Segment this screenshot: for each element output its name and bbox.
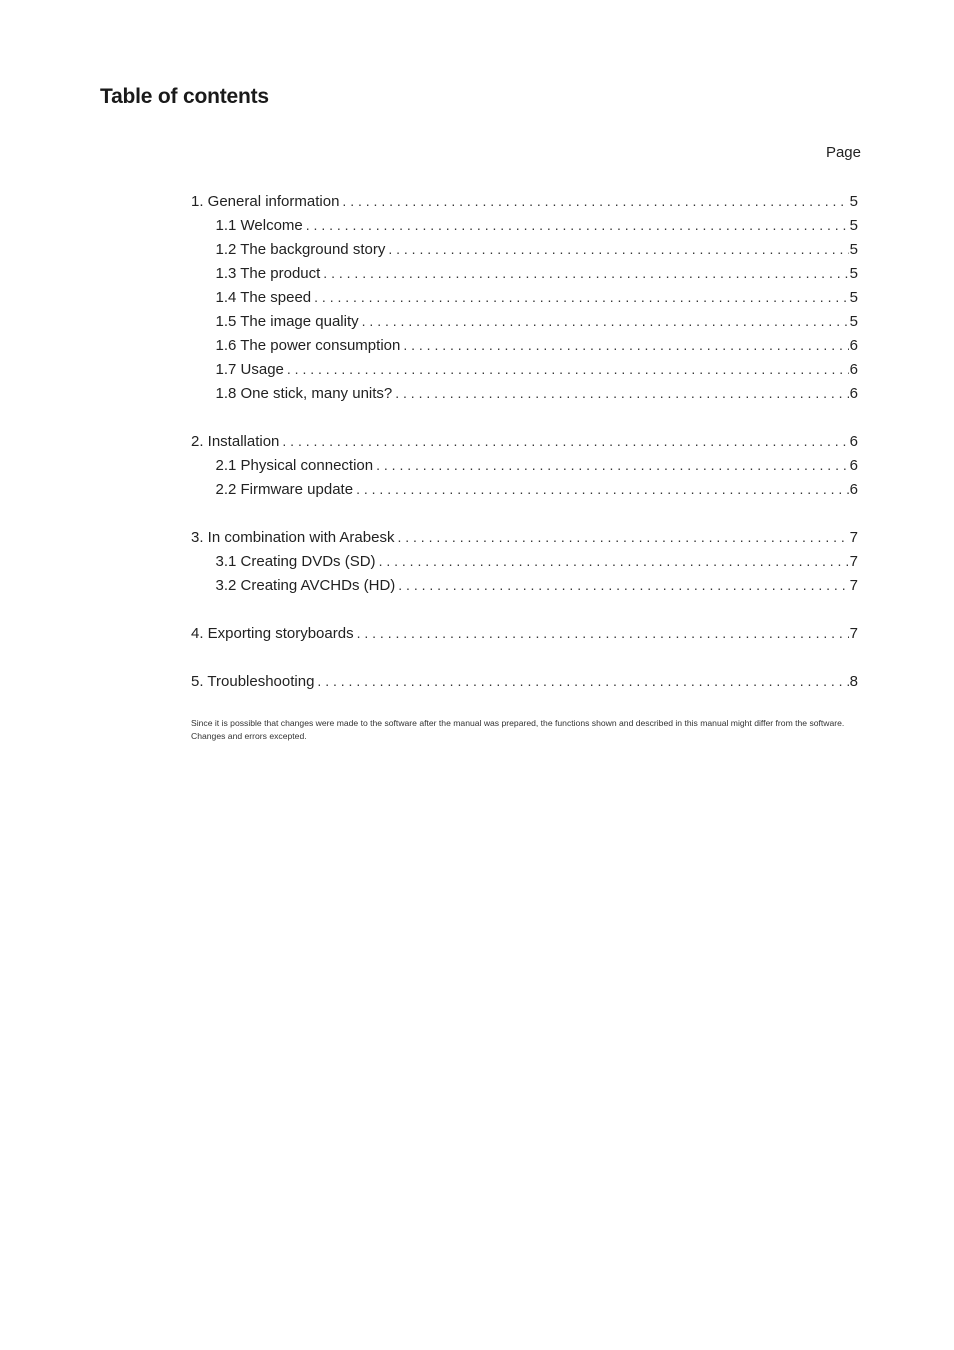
toc-dot-leader	[376, 453, 849, 477]
toc-entry-label: 1.2 The background story	[216, 238, 389, 262]
toc-dot-leader	[395, 381, 848, 405]
toc-dot-leader	[362, 309, 849, 333]
toc-entry-label: 1.1 Welcome	[216, 214, 306, 238]
toc-section-entry[interactable]	[191, 453, 858, 477]
toc-entry-label: 1. General information	[191, 190, 342, 214]
toc-group	[191, 429, 858, 501]
toc-dot-leader	[282, 429, 848, 453]
toc-page-number: 8	[849, 673, 858, 690]
toc-entry-label: 2. Installation	[191, 430, 282, 454]
toc-dot-leader	[357, 621, 849, 645]
toc-dot-leader	[342, 189, 848, 213]
toc-page-number: 6	[849, 481, 858, 498]
toc-entry-label: 4. Exporting storyboards	[191, 622, 357, 646]
toc-dot-leader	[403, 333, 848, 357]
toc-page-number: 7	[849, 529, 858, 546]
toc-entry-label: 3.1 Creating DVDs (SD)	[216, 550, 379, 574]
toc-page-number: 5	[849, 241, 858, 258]
toc-dot-leader	[388, 237, 848, 261]
toc-group	[191, 525, 858, 597]
toc-section-entry[interactable]	[191, 261, 858, 285]
toc-chapter-entry[interactable]	[191, 189, 858, 213]
toc-entry-label: 1.3 The product	[216, 262, 324, 286]
toc-page-number: 5	[849, 265, 858, 282]
toc-page-number: 6	[849, 361, 858, 378]
toc-chapter-entry[interactable]	[191, 525, 858, 549]
toc-entry-label: 2.2 Firmware update	[216, 478, 357, 502]
toc-group	[191, 669, 858, 693]
toc-section-entry[interactable]	[191, 285, 858, 309]
toc-section-entry[interactable]	[191, 381, 858, 405]
toc-page-number: 7	[849, 625, 858, 642]
toc-page-number: 5	[849, 193, 858, 210]
toc-page-number: 6	[849, 385, 858, 402]
toc-entry-label: 3.2 Creating AVCHDs (HD)	[216, 574, 399, 598]
toc-entry-label: 5. Troubleshooting	[191, 670, 317, 694]
toc-section-entry[interactable]	[191, 333, 858, 357]
toc-dot-leader	[317, 669, 848, 693]
toc-section-entry[interactable]	[191, 573, 858, 597]
toc-dot-leader	[323, 261, 848, 285]
toc-page-number: 5	[849, 289, 858, 306]
toc-dot-leader	[379, 549, 849, 573]
toc-entry-label: 1.7 Usage	[216, 358, 287, 382]
toc-section-entry[interactable]	[191, 213, 858, 237]
toc-entry-label: 3. In combination with Arabesk	[191, 526, 397, 550]
toc-dot-leader	[398, 573, 848, 597]
disclaimer-text: Since it is possible that changes were made to the software after the manual was prepared, the functions shown and described in this manual might differ from the software. Changes and errors excepted.	[191, 718, 845, 741]
toc-section-entry[interactable]	[191, 549, 858, 573]
toc-group	[191, 621, 858, 645]
toc-section-entry[interactable]	[191, 237, 858, 261]
toc-page-number: 5	[849, 217, 858, 234]
toc-chapter-entry[interactable]	[191, 669, 858, 693]
toc-page-number: 6	[849, 433, 858, 450]
toc-dot-leader	[356, 477, 849, 501]
toc-chapter-entry[interactable]	[191, 429, 858, 453]
toc-page-number: 7	[849, 577, 858, 594]
page-column-label: Page	[825, 144, 861, 161]
toc-section-entry[interactable]	[191, 309, 858, 333]
toc-page-number: 6	[849, 337, 858, 354]
toc-entry-label: 1.6 The power consumption	[216, 334, 404, 358]
toc-dot-leader	[287, 357, 849, 381]
toc-dot-leader	[306, 213, 849, 237]
toc-entry-label: 1.8 One stick, many units?	[216, 382, 396, 406]
table-of-contents	[191, 189, 858, 717]
toc-section-entry[interactable]	[191, 477, 858, 501]
toc-page-number: 5	[849, 313, 858, 330]
page-title: Table of contents	[100, 85, 269, 108]
toc-entry-label: 2.1 Physical connection	[216, 454, 377, 478]
toc-page-number: 6	[849, 457, 858, 474]
toc-dot-leader	[314, 285, 849, 309]
toc-chapter-entry[interactable]	[191, 621, 858, 645]
toc-entry-label: 1.4 The speed	[216, 286, 315, 310]
toc-dot-leader	[397, 525, 848, 549]
toc-entry-label: 1.5 The image quality	[216, 310, 362, 334]
toc-page-number: 7	[849, 553, 858, 570]
toc-group	[191, 189, 858, 405]
toc-section-entry[interactable]	[191, 357, 858, 381]
